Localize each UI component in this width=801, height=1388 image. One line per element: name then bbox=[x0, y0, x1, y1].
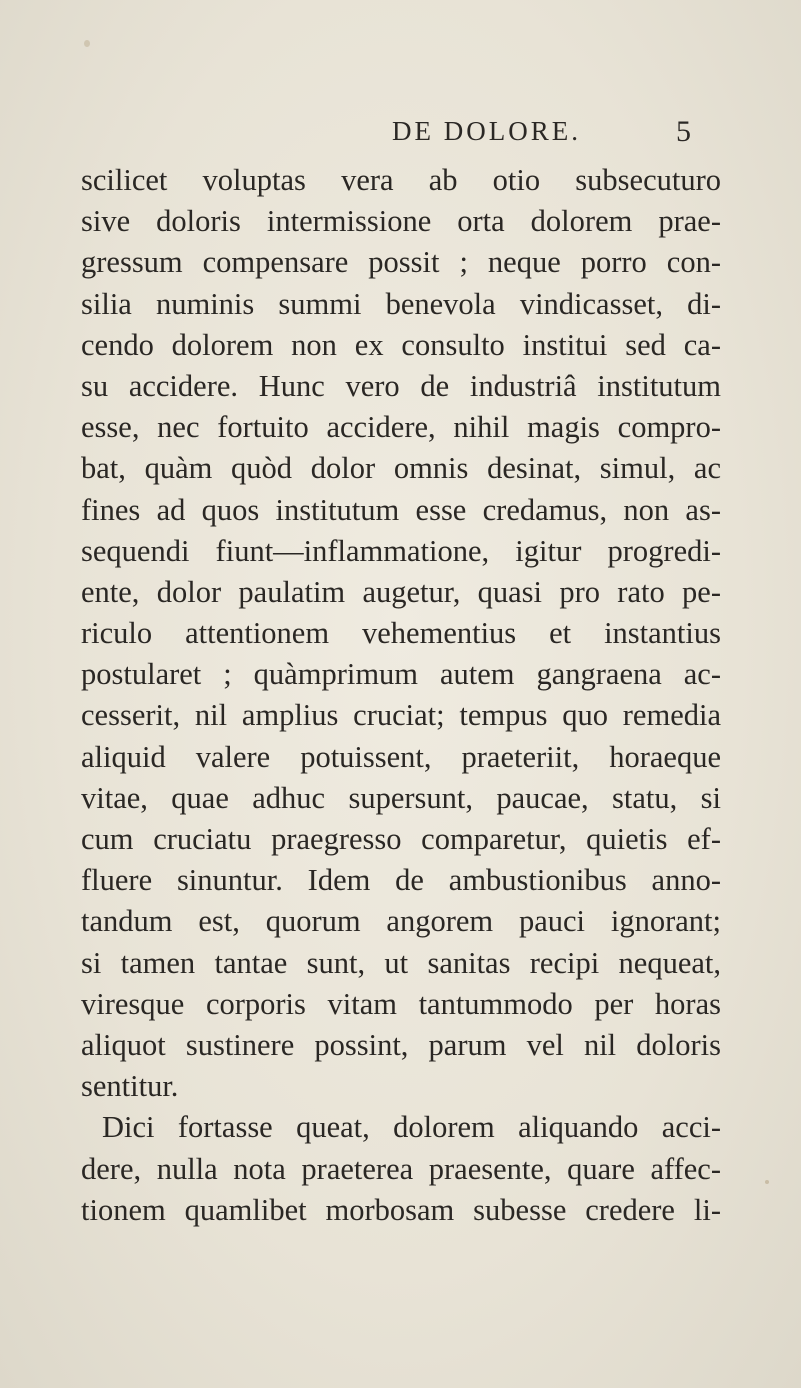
text-line: cendo dolorem non ex consulto institui sed ca- bbox=[81, 327, 721, 362]
text-line: scilicet voluptas vera ab otio subsecuturo bbox=[81, 163, 721, 197]
body-text bbox=[81, 160, 721, 1231]
foxing-spot bbox=[765, 1180, 769, 1184]
text-line: cesserit, nil amplius cruciat; tempus quo remedia bbox=[81, 698, 721, 733]
text-line: fluere sinuntur. Idem de ambustionibus anno- bbox=[81, 863, 721, 898]
text-line: fines ad quos institutum esse credamus, non as- bbox=[81, 492, 721, 527]
foxing-spot bbox=[84, 40, 90, 47]
text-line: riculo attentionem vehementius et instantius bbox=[81, 616, 721, 651]
text-line: aliquid valere potuissent, praeteriit, horaeque bbox=[81, 739, 721, 774]
paragraph-start-line: Dici fortasse queat, dolorem aliquando acci- bbox=[102, 1110, 721, 1145]
text-line: su accidere. Hunc vero de industriâ institutum bbox=[81, 368, 721, 403]
text-line: bat, quàm quòd dolor omnis desinat, simul, ac bbox=[81, 451, 721, 486]
text-line: tionem quamlibet morbosam subesse credere li- bbox=[81, 1192, 721, 1227]
text-line: vitae, quae adhuc supersunt, paucae, statu, si bbox=[81, 780, 721, 815]
text-line: esse, nec fortuito accidere, nihil magis compro- bbox=[81, 410, 721, 445]
text-line: tandum est, quorum angorem pauci ignorant; bbox=[81, 904, 721, 939]
text-line: aliquot sustinere possint, parum vel nil doloris bbox=[81, 1027, 721, 1062]
page-number: 5 bbox=[676, 115, 691, 148]
text-line: cum cruciatu praegresso comparetur, quietis ef- bbox=[81, 822, 721, 856]
text-line: gressum compensare possit ; neque porro con- bbox=[81, 245, 721, 280]
text-line: dere, nulla nota praeterea praesente, quare affec- bbox=[81, 1151, 721, 1186]
text-line: sive doloris intermissione orta dolorem prae- bbox=[81, 204, 721, 239]
text-line: viresque corporis vitam tantummodo per horas bbox=[81, 986, 721, 1021]
text-line: silia numinis summi benevola vindicasset, di- bbox=[81, 286, 721, 321]
page-header bbox=[0, 108, 801, 148]
running-head: DE DOLORE. bbox=[392, 116, 581, 146]
text-line: si tamen tantae sunt, ut sanitas recipi nequeat, bbox=[81, 945, 721, 980]
text-line: postularet ; quàmprimum autem gangraena ac- bbox=[81, 657, 721, 692]
paragraph-end-line: sentitur. bbox=[81, 1069, 179, 1104]
text-line: sequendi fiunt—inflammatione, igitur progredi- bbox=[81, 533, 721, 568]
text-line: ente, dolor paulatim augetur, quasi pro rato pe- bbox=[81, 574, 721, 609]
